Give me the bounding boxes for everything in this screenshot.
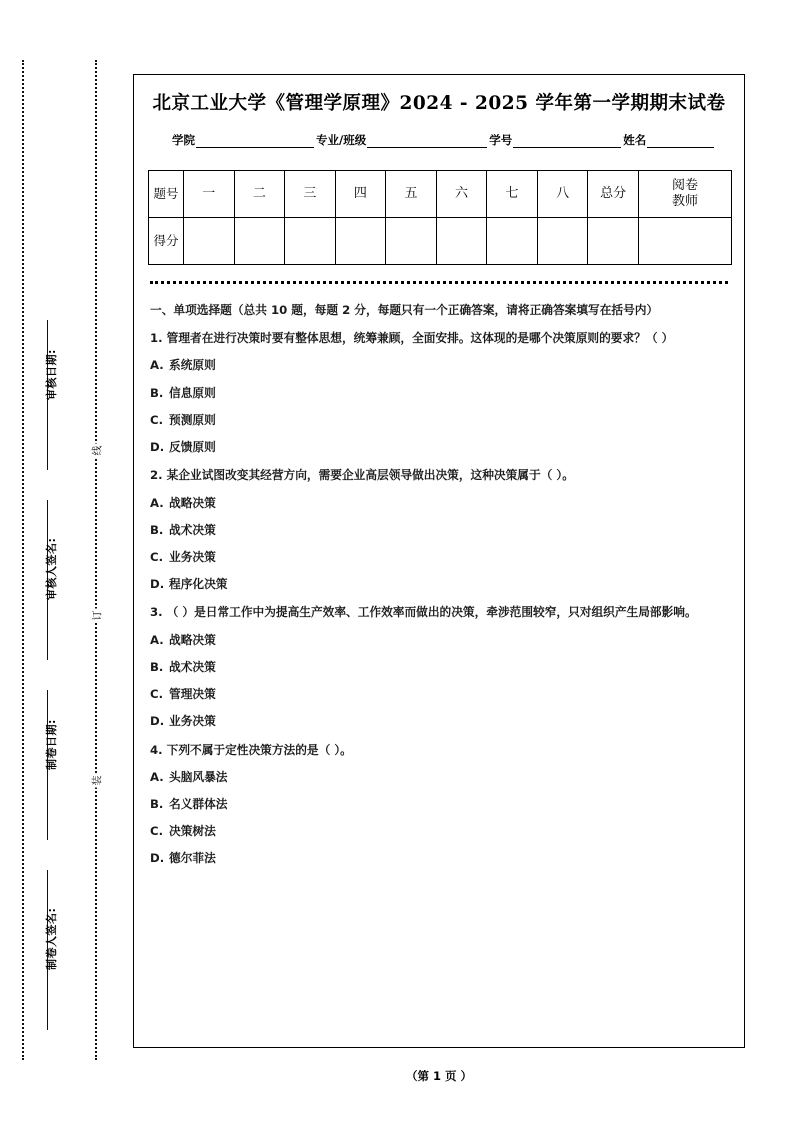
col-header-7: 七	[487, 171, 538, 218]
question-2-option-c[interactable]	[150, 545, 728, 569]
option-text: 德尔菲法	[169, 851, 216, 866]
score-cell-grading-teacher[interactable]	[639, 218, 732, 265]
option-letter: A.	[150, 495, 164, 510]
option-letter: A.	[150, 769, 164, 784]
option-text: 预测原则	[169, 412, 216, 427]
option-letter: C.	[150, 824, 164, 839]
option-text: 程序化决策	[169, 577, 228, 592]
question-3-option-a[interactable]	[150, 628, 728, 652]
col-header-3: 三	[285, 171, 336, 218]
score-cell-7[interactable]	[487, 218, 538, 265]
score-cell-3[interactable]	[285, 218, 336, 265]
question-body	[148, 298, 730, 871]
option-text: 战略决策	[169, 495, 216, 510]
option-letter: A.	[150, 632, 164, 647]
option-letter: D.	[150, 851, 165, 866]
question-stem-4: 4. 下列不属于定性决策方法的是（ ）。	[150, 742, 352, 757]
page-footer: （第 1 页 ）	[405, 1069, 472, 1083]
score-cell-5[interactable]	[386, 218, 437, 265]
field-input-major-class[interactable]	[367, 134, 487, 148]
score-summary-table	[148, 170, 732, 265]
option-letter: A.	[150, 358, 164, 373]
option-letter: B.	[150, 385, 164, 400]
question-stem-1: 1. 管理者在进行决策时要有整体思想，统筹兼顾，全面安排。这体现的是哪个决策原则的要求？（ ）	[150, 331, 674, 346]
option-text: 头脑风暴法	[169, 769, 228, 784]
col-header-4: 四	[335, 171, 386, 218]
question-3-option-b[interactable]	[150, 655, 728, 679]
question-2-option-a[interactable]	[150, 491, 728, 515]
field-label-student-id: 学号	[489, 133, 513, 147]
col-header-8: 八	[537, 171, 588, 218]
option-text: 系统原则	[169, 358, 216, 373]
outer-dotted-guide-line	[22, 60, 24, 1060]
option-text: 战略决策	[169, 632, 216, 647]
score-cell-1[interactable]	[184, 218, 235, 265]
score-cell-6[interactable]	[436, 218, 487, 265]
question-stem-3: 3. （ ）是日常工作中为提高生产效率、工作效率而做出的决策，牵涉范围较窄，只对组织产生局部影响。	[150, 605, 697, 620]
table-row-question-numbers	[149, 171, 732, 218]
option-text: 反馈原则	[169, 440, 216, 455]
paper-making-date-label: 制卷日期:	[45, 719, 58, 770]
col-header-6: 六	[436, 171, 487, 218]
option-letter: D.	[150, 440, 165, 455]
question-1-option-c[interactable]	[150, 408, 728, 432]
option-letter: B.	[150, 522, 164, 537]
left-binding-margin	[0, 0, 130, 1122]
review-date-label: 审核日期:	[45, 349, 58, 400]
score-cell-2[interactable]	[234, 218, 285, 265]
col-header-grading-teacher	[639, 171, 732, 218]
option-text: 战术决策	[169, 522, 216, 537]
fold-mark-bind: 订	[86, 609, 107, 623]
question-3-option-c[interactable]	[150, 682, 728, 706]
option-text: 管理决策	[169, 687, 216, 702]
student-identity-line	[148, 132, 730, 148]
field-label-major-class: 专业/班级	[316, 133, 367, 147]
section-heading: 一、单项选择题（总共 10 题，每题 2 分，每题只有一个正确答案，请将正确答案填写在括号内）	[150, 303, 659, 317]
table-row-scores	[149, 218, 732, 265]
row-header-question-no: 题号	[149, 171, 184, 218]
field-input-student-id[interactable]	[513, 134, 621, 148]
exam-paper-frame	[133, 74, 745, 1048]
question-4-option-c[interactable]	[150, 819, 728, 843]
score-cell-total[interactable]	[588, 218, 639, 265]
grading-teacher-line2: 教师	[671, 194, 698, 209]
option-text: 业务决策	[169, 714, 216, 729]
option-letter: B.	[150, 659, 164, 674]
question-3-option-d[interactable]	[150, 709, 728, 733]
option-text: 决策树法	[169, 824, 216, 839]
option-letter: B.	[150, 796, 164, 811]
question-1-option-b[interactable]	[150, 381, 728, 405]
reviewer-signature-label: 审核人签名:	[45, 537, 58, 600]
grading-teacher-line1: 阅卷	[671, 177, 698, 193]
row-header-score: 得分	[149, 218, 184, 265]
col-header-total: 总分	[588, 171, 639, 218]
question-1-option-a[interactable]	[150, 353, 728, 377]
question-4-option-d[interactable]	[150, 846, 728, 870]
question-2-option-d[interactable]	[150, 572, 728, 596]
field-label-college: 学院	[172, 133, 195, 147]
question-2-option-b[interactable]	[150, 518, 728, 542]
option-text: 信息原则	[169, 385, 216, 400]
col-header-5: 五	[386, 171, 437, 218]
col-header-1: 一	[184, 171, 235, 218]
inner-dotted-binding-line	[95, 60, 97, 1060]
option-letter: C.	[150, 549, 164, 564]
option-letter: D.	[150, 714, 165, 729]
field-input-college[interactable]	[196, 134, 314, 148]
option-text: 业务决策	[169, 549, 216, 564]
fold-mark-pack: 装	[86, 774, 107, 788]
question-4-option-b[interactable]	[150, 792, 728, 816]
question-1-option-d[interactable]	[150, 435, 728, 459]
score-cell-8[interactable]	[537, 218, 588, 265]
page-title: 北京工业大学《管理学原理》2024 - 2025 学年第一学期期末试卷	[152, 93, 726, 114]
option-letter: C.	[150, 687, 164, 702]
option-text: 战术决策	[169, 659, 216, 674]
paper-maker-signature-label: 制卷人签名:	[45, 907, 58, 970]
score-cell-4[interactable]	[335, 218, 386, 265]
col-header-2: 二	[234, 171, 285, 218]
question-stem-2: 2. 某企业试图改变其经营方向，需要企业高层领导做出决策，这种决策属于（ ）。	[150, 468, 574, 483]
field-input-name[interactable]	[647, 134, 714, 148]
option-text: 名义群体法	[169, 796, 228, 811]
section-divider	[150, 281, 728, 284]
fold-mark-line: 线	[86, 444, 107, 458]
option-letter: D.	[150, 577, 165, 592]
question-4-option-a[interactable]	[150, 765, 728, 789]
field-label-name: 姓名	[623, 133, 647, 147]
option-letter: C.	[150, 412, 164, 427]
